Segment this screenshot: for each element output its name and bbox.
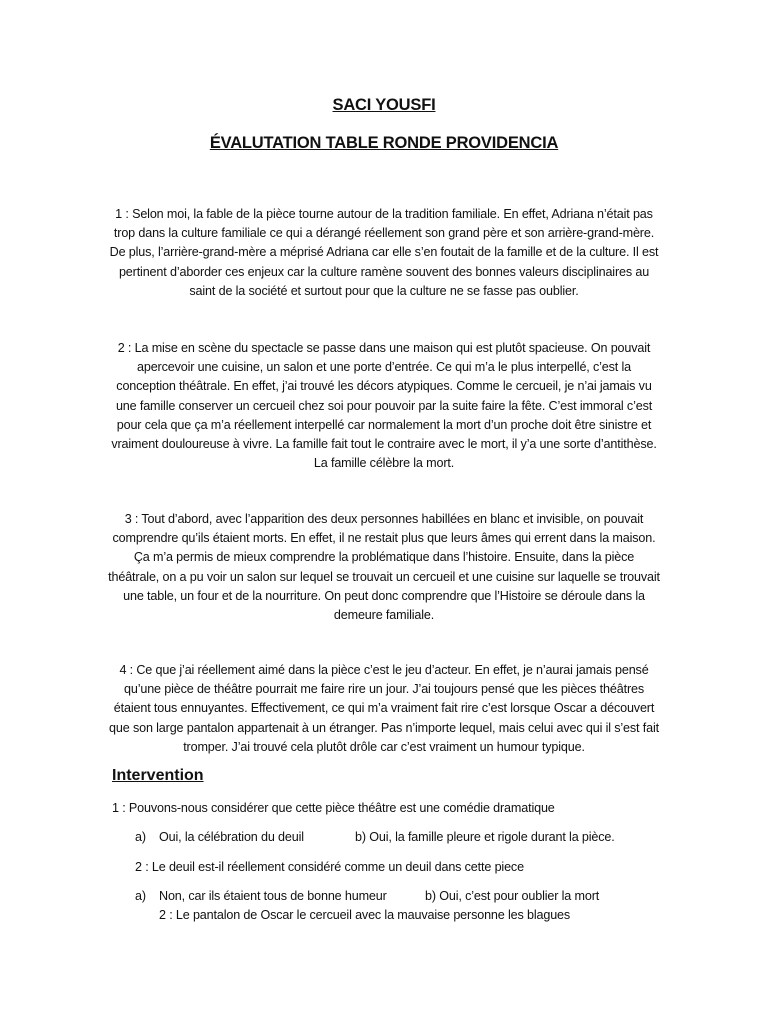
paragraph-1: 1 : Selon moi, la fable de la pièce tourne autour de la tradition familiale. En effet, Adriana n’était pas trop dans la culture familiale ce qui a dérangé réellement son grand père et son arrière-grand-mère. De plus, l’arrière-grand-mère a méprisé Adriana car elle s’en foutait de la famille et de la culture. Il est pertinent d’aborder ces enjeux car la culture ramène souvent des bonnes valeurs disciplinaires au saint de la société et surtout pour que la culture ne se fasse pas oublier. (109, 207, 659, 298)
paragraph-4: 4 : Ce que j’ai réellement aimé dans la pièce c’est le jeu d’acteur. En effet, je n’aurai jamais pensé qu’une pièce de théâtre pourrait me faire rire un jour. J’ai toujours pensé que les pièces théâtres étaient tous ennuyantes. Effectivement, ce qui m’a vraiment fait rire c’est lorsque Oscar a découvert que son large pantalon appartenait à un étranger. Pas n’importe lequel, mais celui avec qui il s’est fait tromper. J’ai trouvé cela plutôt drôle car c’est vraiment un humour typique. (109, 663, 659, 754)
question-1: 1 : Pouvons-nous considérer que cette pièce théâtre est une comédie dramatique (112, 801, 555, 815)
answer-2-marker: a) (135, 889, 146, 903)
question-3: 2 : Le pantalon de Oscar le cercueil avec la mauvaise personne les blagues (159, 908, 571, 922)
document-title: ÉVALUTATION TABLE RONDE PROVIDENCIA (209, 134, 559, 152)
paragraph-3: 3 : Tout d’abord, avec l’apparition des deux personnes habillées en blanc et invisible, on pouvait comprendre qu’ils étaient morts. En effet, il ne restait plus que leurs âmes qui errent dans la maison. Ça m’a permis de mieux comprendre la problématique dans l’histoire. Ensuite, dans la pièce théâtrale, on a pu voir un salon sur lequel se trouvait un cercueil et une cuisine sur laquelle se trouvait une table, un four et de la nourriture. On peut donc comprendre que l’Histoire se déroule dans la demeure familiale. (108, 512, 660, 623)
intervention-heading: Intervention (112, 767, 204, 784)
author-name: SACI YOUSFI (332, 96, 436, 114)
answer-2-option-b: b) Oui, c’est pour oublier la mort (425, 889, 600, 903)
answer-1-option-a: Oui, la célébration du deuil (159, 830, 304, 844)
paragraph-2: 2 : La mise en scène du spectacle se passe dans une maison qui est plutôt spacieuse. On pouvait apercevoir une cuisine, un salon et une porte d’entrée. Ce qui m’a le plus interpellé, c’est la conception théâtrale. En effet, j’ai trouvé les décors atypiques. Comme le cercueil, je n’ai jamais vu une famille conserver un cercueil chez soi pour pouvoir par la suite faire la fête. C’est immoral c’est pour cela que ça m’a réellement interpellé car normalement la mort d’un proche doit être sinistre et vraiment douloureuse à vivre. La famille fait tout le contraire avec le mort, il y’a une sorte d’antithèse. La famille célèbre la mort. (111, 341, 657, 471)
answer-1-marker: a) (135, 830, 146, 844)
answer-1-option-b: b) Oui, la famille pleure et rigole durant la pièce. (355, 830, 615, 844)
answer-2-option-a: Non, car ils étaient tous de bonne humeur (159, 889, 387, 903)
question-2: 2 : Le deuil est-il réellement considéré comme un deuil dans cette piece (135, 860, 524, 874)
